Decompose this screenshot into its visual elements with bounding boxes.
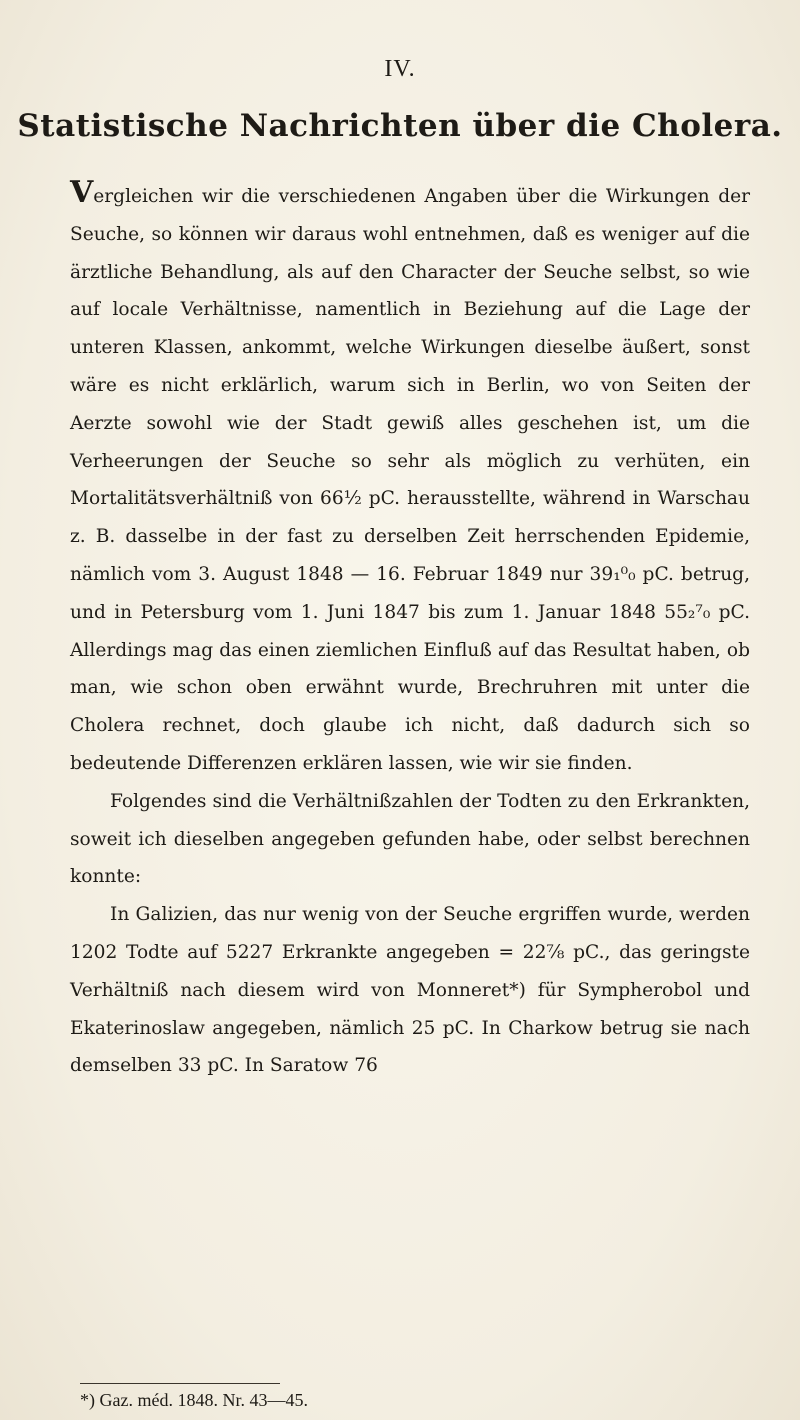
footnote: *) Gaz. méd. 1848. Nr. 43—45. bbox=[80, 1390, 308, 1410]
paragraph-1 bbox=[70, 175, 750, 783]
drop-cap-initial: V bbox=[70, 175, 94, 210]
section-number: IV. bbox=[384, 56, 416, 82]
page-title: Statistische Nachrichten über die Cholera. bbox=[17, 108, 783, 144]
paragraph-2: Folgendes sind die Verhältnißzahlen der Todten zu den Erkrankten, soweit ich dieselben angegeben gefunden habe, oder selbst berechnen konnte: bbox=[70, 790, 750, 888]
footnote-divider bbox=[80, 1383, 280, 1384]
paragraph-3: In Galizien, das nur wenig von der Seuche ergriffen wurde, werden 1202 Todte auf 5227 Erkrankte angegeben = 22⅞ pC., das geringste Verhältniß nach diesem wird von Monneret*) für Sympherobol und Ekaterinoslaw angegeben, nämlich 25 pC. In Charkow betrug sie nach demselben 33 pC. In Saratow 76 bbox=[70, 904, 750, 1077]
body-text bbox=[70, 175, 750, 1085]
paragraph-1-text: ergleichen wir die verschiedenen Angaben über die Wirkungen der Seuche, so können wir daraus wohl entnehmen, daß es weniger auf die ärztliche Behandlung, als auf den Character der Seuche selbst, so wie auf locale Verhältnisse, namentlich in Beziehung auf die Lage der unteren Klassen, ankommt, welche Wirkungen dieselbe äußert, sonst wäre es nicht erklärlich, warum sich in Berlin, wo von Seiten der Aerzte sowohl wie der Stadt gewiß alles geschehen ist, um die Verheerungen der Seuche so sehr als möglich zu verhüten, ein Mortalitätsverhältniß von 66½ pC. herausstellte, während in Warschau z. B. dasselbe in der fast zu derselben Zeit herrschenden Epidemie, nämlich vom 3. August 1848 — 16. Februar 1849 nur 39₁⁰₀ pC. betrug, und in Petersburg vom 1. Juni 1847 bis zum 1. Januar 1848 55₂⁷₀ pC. Allerdings mag das einen ziemlichen Einfluß auf das Resultat haben, ob man, wie schon oben erwähnt wurde, Brechruhren mit unter die Cholera rechnet, doch glaube ich nicht, daß dadurch sich so bedeutende Differenzen erklären lassen, wie wir sie finden. bbox=[70, 186, 750, 774]
